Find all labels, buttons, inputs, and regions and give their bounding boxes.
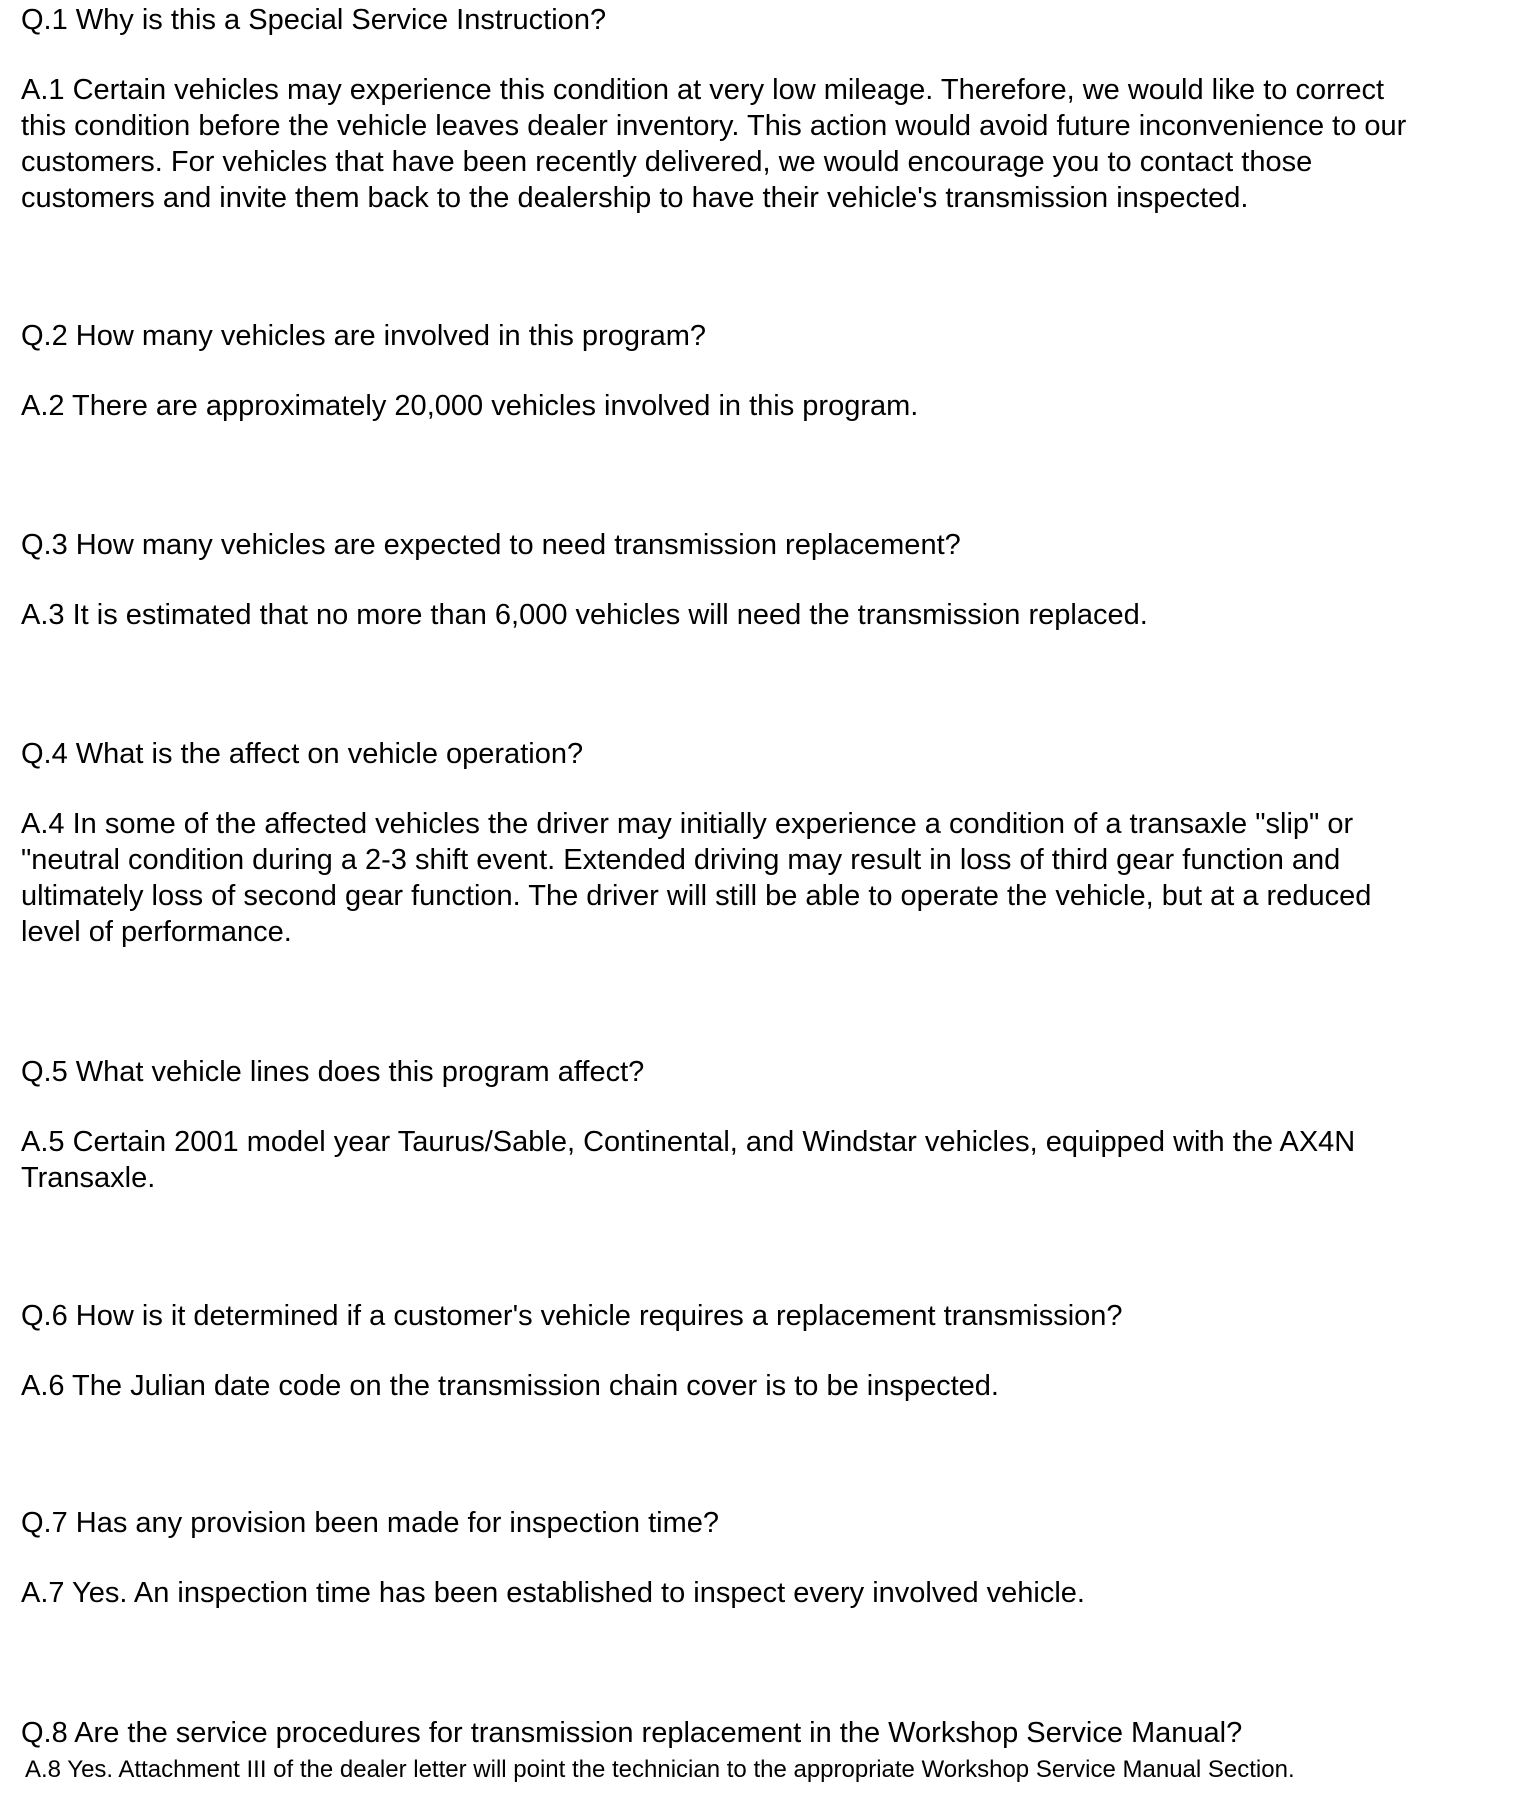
question-8: Q.8 Are the service procedures for transmission replacement in the Workshop Service Manual? (21, 1717, 1243, 1749)
answer-1-line-3: customers. For vehicles that have been recently delivered, we would encourage you to contact those (21, 146, 1313, 178)
answer-4-line-3: ultimately loss of second gear function. The driver will still be able to operate the vehicle, but at a reduced (21, 880, 1372, 912)
answer-3-line-1: A.3 It is estimated that no more than 6,000 vehicles will need the transmission replaced. (21, 599, 1148, 631)
question-3: Q.3 How many vehicles are expected to need transmission replacement? (21, 529, 961, 561)
answer-7-line-1: A.7 Yes. An inspection time has been established to inspect every involved vehicle. (21, 1577, 1085, 1609)
answer-4-line-4: level of performance. (21, 916, 292, 948)
question-4: Q.4 What is the affect on vehicle operation? (21, 738, 584, 770)
answer-1-line-1: A.1 Certain vehicles may experience this condition at very low mileage. Therefore, we would like to correct (21, 74, 1385, 106)
answer-5-line-1: A.5 Certain 2001 model year Taurus/Sable, Continental, and Windstar vehicles, equipped with the AX4N (21, 1126, 1356, 1158)
answer-2-line-1: A.2 There are approximately 20,000 vehicles involved in this program. (21, 390, 919, 422)
question-5: Q.5 What vehicle lines does this program affect? (21, 1056, 645, 1088)
question-2: Q.2 How many vehicles are involved in this program? (21, 320, 707, 352)
answer-4-line-1: A.4 In some of the affected vehicles the driver may initially experience a condition of a transaxle "slip" or (21, 808, 1354, 840)
answer-4-line-2: "neutral condition during a 2-3 shift event. Extended driving may result in loss of third gear function and (21, 844, 1341, 876)
answer-6-line-1: A.6 The Julian date code on the transmission chain cover is to be inspected. (21, 1370, 999, 1402)
answer-5-line-2: Transaxle. (21, 1162, 156, 1194)
question-6: Q.6 How is it determined if a customer's vehicle requires a replacement transmission? (21, 1300, 1123, 1332)
answer-1-line-4: customers and invite them back to the dealership to have their vehicle's transmission inspected. (21, 182, 1249, 214)
answer-8-line-1: A.8 Yes. Attachment III of the dealer letter will point the technician to the appropriate Workshop Service Manual Section. (25, 1756, 1295, 1783)
question-1: Q.1 Why is this a Special Service Instruction? (21, 4, 607, 36)
question-7: Q.7 Has any provision been made for inspection time? (21, 1507, 719, 1539)
answer-1-line-2: this condition before the vehicle leaves dealer inventory. This action would avoid future inconvenience to our (21, 110, 1407, 142)
